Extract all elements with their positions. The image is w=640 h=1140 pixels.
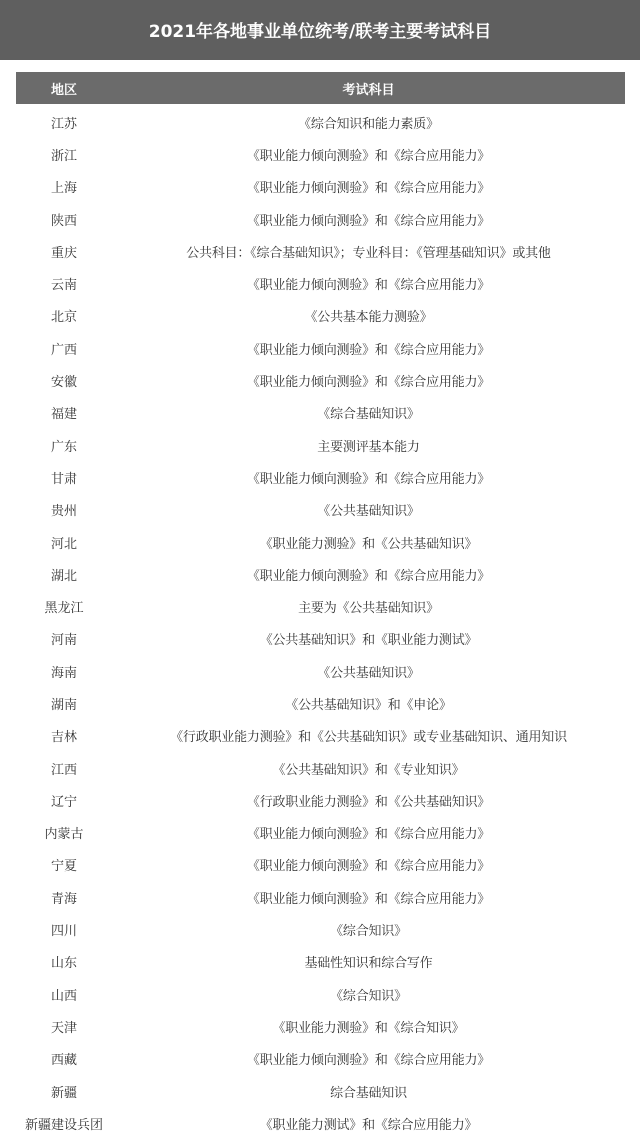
region-cell: 上海 [50,181,77,197]
region-cell: 新疆建设兵团 [24,1117,103,1133]
table-row [16,913,625,945]
subjects-cell: 《职业能力倾向测验》和《综合应用能力》 [246,891,491,907]
table-row [16,494,625,526]
table-row [16,106,625,138]
table-row [16,1107,625,1139]
subjects-cell: 《公共基础知识》 [317,504,420,520]
subjects-cell: 《公共基础知识》和《申论》 [285,697,452,713]
subjects-cell: 《职业能力测验》和《综合知识》 [272,1020,465,1036]
subjects-cell: 《公共基础知识》和《职业能力测试》 [259,633,478,649]
table-row [16,267,625,299]
subjects-cell: 《职业能力倾向测验》和《综合应用能力》 [246,375,491,391]
table-body [16,106,625,1140]
subjects-cell: 《公共基础知识》 [317,665,420,681]
region-cell: 内蒙古 [44,827,84,843]
table-row [16,590,625,622]
table-row [16,203,625,235]
region-cell: 贵州 [50,504,77,520]
subjects-cell: 《职业能力倾向测验》和《综合应用能力》 [246,342,491,358]
subjects-cell: 《职业能力倾向测验》和《综合应用能力》 [246,568,491,584]
table-row [16,1010,625,1042]
subjects-cell: 《职业能力倾向测验》和《综合应用能力》 [246,278,491,294]
subjects-cell: 《职业能力测验》和《公共基础知识》 [259,536,478,552]
page-title: 2021年各地事业单位统考/联考主要考试科目 [0,0,640,60]
subjects-cell: 《职业能力倾向测验》和《综合应用能力》 [246,471,491,487]
region-cell: 陕西 [50,213,77,229]
table-row [16,138,625,170]
region-cell: 安徽 [50,375,77,391]
region-cell: 宁夏 [50,859,77,875]
exam-subjects-table [16,72,625,1140]
table-row [16,881,625,913]
region-cell: 山西 [50,988,77,1004]
table-row [16,1075,625,1107]
subjects-cell: 《行政职业能力测验》和《公共基础知识》 [246,794,491,810]
subjects-cell: 《职业能力倾向测验》和《综合应用能力》 [246,181,491,197]
table-row [16,849,625,881]
region-cell: 湖北 [50,568,77,584]
subjects-cell: 《综合知识》 [330,924,407,940]
header-subjects: 考试科目 [342,82,395,98]
table-row [16,784,625,816]
subjects-cell: 基础性知识和综合写作 [304,956,433,972]
subjects-cell: 主要为《公共基础知识》 [298,601,439,617]
table-row [16,429,625,461]
table-row [16,817,625,849]
table-row [16,171,625,203]
region-cell: 重庆 [50,245,77,261]
subjects-cell: 《职业能力倾向测验》和《综合应用能力》 [246,859,491,875]
region-cell: 四川 [50,924,77,940]
table-row [16,655,625,687]
table-row [16,526,625,558]
region-cell: 河北 [50,536,77,552]
region-cell: 黑龙江 [44,601,84,617]
table-row [16,364,625,396]
region-cell: 广西 [50,342,77,358]
region-cell: 云南 [50,278,77,294]
table-row [16,623,625,655]
subjects-cell: 公共科目：《综合基础知识》；专业科目：《管理基础知识》或其他 [186,245,551,261]
subjects-cell: 《职业能力测试》和《综合应用能力》 [259,1117,478,1133]
subjects-cell: 《职业能力倾向测验》和《综合应用能力》 [246,1053,491,1069]
subjects-cell: 综合基础知识 [330,1085,407,1101]
table-row [16,687,625,719]
region-cell: 辽宁 [50,794,77,810]
region-cell: 浙江 [50,148,77,164]
region-cell: 天津 [50,1020,77,1036]
region-cell: 吉林 [50,730,77,746]
region-cell: 河南 [50,633,77,649]
region-cell: 江苏 [50,116,77,132]
table-row [16,332,625,364]
table-row [16,461,625,493]
region-cell: 福建 [50,407,77,423]
table-row [16,978,625,1010]
subjects-cell: 《公共基本能力测验》 [304,310,433,326]
subjects-cell: 《行政职业能力测验》和《公共基础知识》或专业基础知识、通用知识 [170,730,567,746]
region-cell: 甘肃 [50,471,77,487]
table-row [16,1043,625,1075]
table-row [16,720,625,752]
region-cell: 山东 [50,956,77,972]
table-row [16,558,625,590]
subjects-cell: 《公共基础知识》和《专业知识》 [272,762,465,778]
region-cell: 西藏 [50,1053,77,1069]
subjects-cell: 主要测评基本能力 [317,439,420,455]
table-row [16,752,625,784]
region-cell: 北京 [50,310,77,326]
table-row [16,235,625,267]
region-cell: 广东 [50,439,77,455]
region-cell: 海南 [50,665,77,681]
table-row [16,397,625,429]
table-row [16,300,625,332]
subjects-cell: 《职业能力倾向测验》和《综合应用能力》 [246,827,491,843]
subjects-cell: 《职业能力倾向测验》和《综合应用能力》 [246,213,491,229]
subjects-cell: 《综合知识和能力素质》 [298,116,439,132]
table-row [16,946,625,978]
subjects-cell: 《综合基础知识》 [317,407,420,423]
subjects-cell: 《综合知识》 [330,988,407,1004]
region-cell: 新疆 [50,1085,77,1101]
region-cell: 江西 [50,762,77,778]
header-region: 地区 [50,82,77,98]
region-cell: 青海 [50,891,77,907]
table-header [16,72,625,104]
region-cell: 湖南 [50,697,77,713]
subjects-cell: 《职业能力倾向测验》和《综合应用能力》 [246,148,491,164]
